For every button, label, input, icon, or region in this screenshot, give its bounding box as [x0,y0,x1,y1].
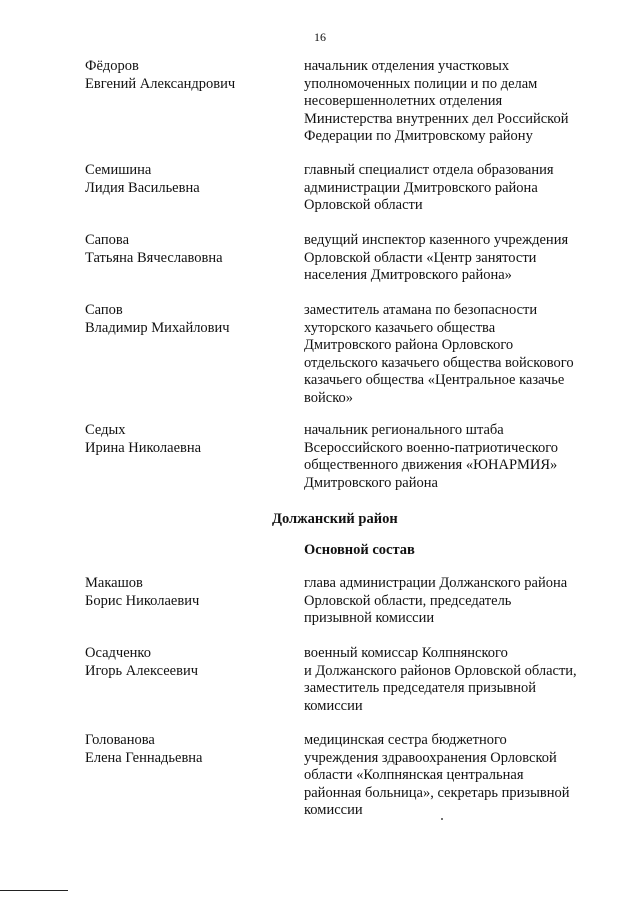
member-surname: Осадченко [85,645,151,661]
scan-dot [441,818,443,820]
position-line: войско» [304,389,354,406]
member-position [304,162,604,215]
member-surname: Сапова [85,232,130,248]
member-given-names: Борис Николаевич [85,592,200,609]
member-given-names: Лидия Васильевна [85,179,200,196]
member-surname: Макашов [85,575,143,591]
position-line: области «Колпнянская центральная [304,767,524,783]
position-line: Орловской области «Центр занятости [304,249,537,266]
member-position [304,422,604,492]
member-name [85,732,285,767]
position-line: заместитель председателя призывной [304,680,536,696]
member-given-names: Владимир Михайлович [85,319,230,336]
member-given-names: Игорь Алексеевич [85,662,199,679]
position-line: районная больница», секретарь призывной [304,784,570,801]
position-line: хуторского казачьего общества [304,319,496,336]
member-position [304,732,604,820]
member-name [85,58,285,93]
position-line: начальник регионального штаба [304,422,504,438]
member-position [304,645,604,715]
member-given-names: Елена Геннадьевна [85,749,203,766]
position-line: общественного движения «ЮНАРМИЯ» [304,457,558,473]
position-line: несовершеннолетних отделения [304,93,503,109]
position-line: комиссии [304,697,363,714]
member-surname: Седых [85,422,126,438]
position-line: медицинская сестра бюджетного [304,732,507,748]
page-number: 16 [314,30,326,44]
position-line: Орловской области, председатель [304,592,512,609]
member-position [304,302,604,407]
position-line: населения Дмитровского района» [304,267,512,283]
position-line: Орловской области [304,197,423,213]
position-line: и Должанского районов Орловской области, [304,662,577,679]
position-line: Дмитровского района [304,474,438,491]
member-name [85,162,285,197]
member-surname: Фёдоров [85,58,139,74]
member-given-names: Татьяна Вячеславовна [85,249,223,266]
position-line: комиссии [304,802,363,818]
position-line: призывной комиссии [304,610,435,626]
position-line: Всероссийского военно-патриотического [304,439,559,456]
member-name [85,645,285,680]
position-line: администрации Дмитровского района [304,179,538,196]
member-name [85,422,285,457]
position-line: Министерства внутренних дел Российской [304,110,569,127]
position-line: заместитель атамана по безопасности [304,302,538,318]
position-line: учреждения здравоохранения Орловской [304,749,557,766]
member-name [85,232,285,267]
member-given-names: Ирина Николаевна [85,439,202,456]
section-title: Должанский район [272,511,398,527]
position-line: уполномоченных полиции и по делам [304,75,538,92]
position-line: главный специалист отдела образования [304,162,554,178]
member-surname: Сапов [85,302,123,318]
position-line: глава администрации Должанского района [304,575,568,591]
position-line: казачьего общества «Центральное казачье [304,372,565,388]
position-line: военный комиссар Колпнянского [304,645,508,661]
subsection-title: Основной состав [304,542,415,558]
member-surname: Голованова [85,732,155,748]
member-position [304,575,604,628]
member-name [85,575,285,610]
member-position [304,58,604,146]
member-name [85,302,285,337]
position-line: ведущий инспектор казенного учреждения [304,232,569,248]
footer-rule [0,890,68,891]
member-position [304,232,604,285]
position-line: отдельского казачьего общества войскового [304,354,574,371]
position-line: Федерации по Дмитровскому району [304,128,533,144]
member-given-names: Евгений Александрович [85,75,236,92]
position-line: Дмитровского района Орловского [304,337,514,353]
position-line: начальник отделения участковых [304,58,510,74]
member-surname: Семишина [85,162,152,178]
